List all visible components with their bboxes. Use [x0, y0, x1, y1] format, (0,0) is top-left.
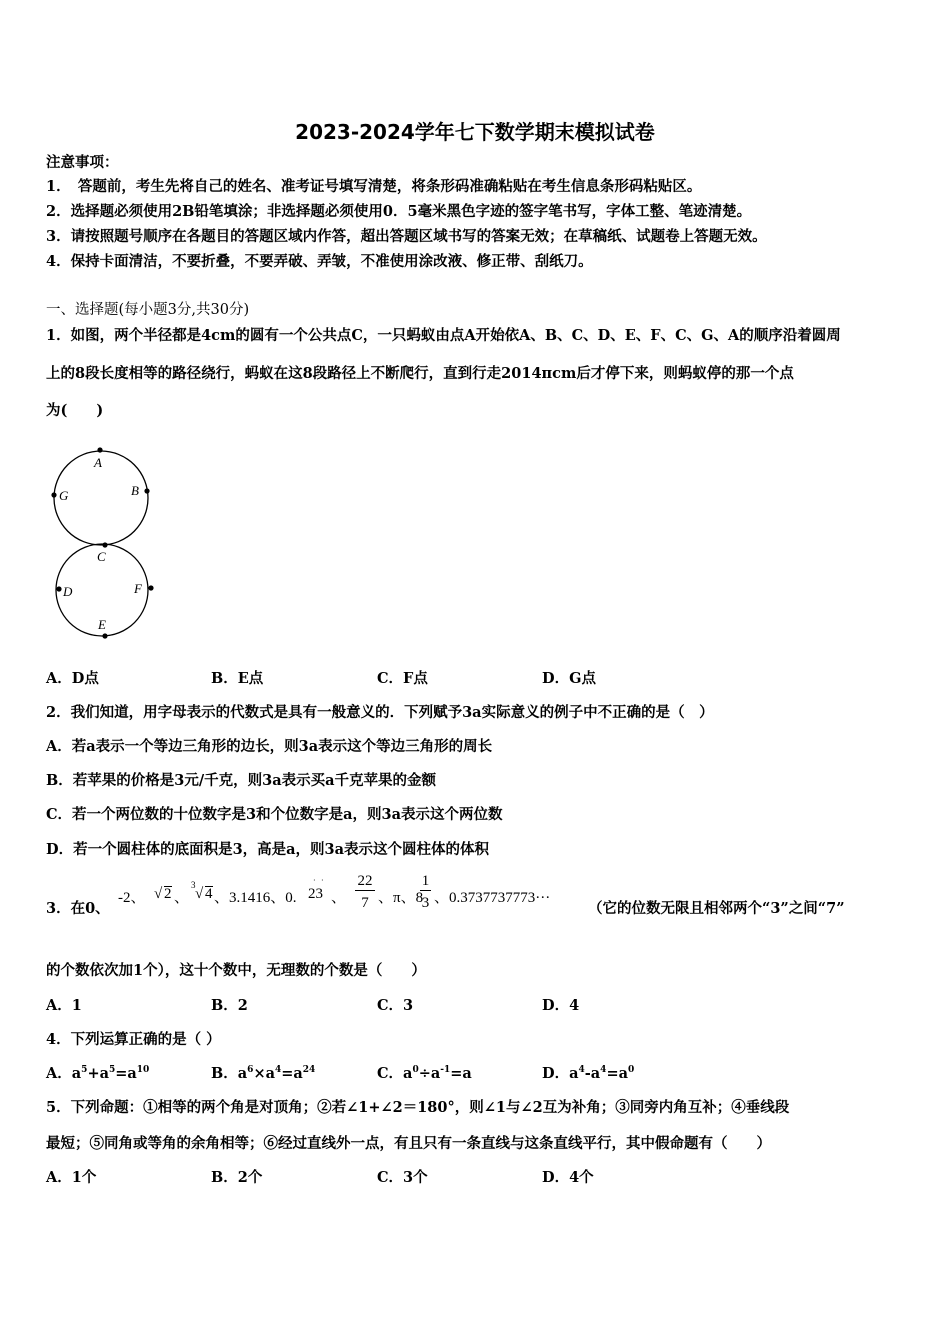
q3-cuberoot-index: 3 — [191, 880, 196, 890]
q5-option-b: B．2个 — [211, 1169, 263, 1186]
q3-stem-line2: 的个数依次加1个），这十个数中，无理数的个数是（ ） — [46, 962, 426, 979]
point-label-c: C — [97, 549, 106, 564]
q3-infinite-decimal: 、0.3737737773··· — [434, 890, 551, 906]
q5-option-d: D．4个 — [542, 1169, 594, 1186]
sqrt-symbol: √ — [195, 886, 204, 902]
q1-two-circles-figure — [44, 440, 164, 650]
point-label-g: G — [59, 488, 69, 503]
q2-option-c: C．若一个两位数的十位数字是3和个位数字是a，则3a表示这个两位数 — [46, 806, 503, 823]
q2-option-a: A．若a表示一个等边三角形的边长，则3a表示这个等边三角形的周长 — [46, 738, 493, 755]
q1-stem-line1: 1．如图，两个半径都是4cm的圆有一个公共点C，一只蚂蚁由点A开始依A、B、C、D、E、F、C、G、A的顺序沿着圆周 — [46, 327, 841, 344]
q3-cuberoot-radicand: 4 — [205, 886, 213, 902]
q5-stem-line1: 5．下列命题：①相等的两个角是对顶角；②若∠1+∠2＝180°，则∠1与∠2互为补角；③同旁内角互补；④垂线段 — [46, 1099, 790, 1116]
q3-num-neg2: -2、 — [118, 890, 146, 906]
q4-option-b: B．$a^6\times a^4=a^{24}$ — [211, 1065, 316, 1082]
q1-stem-line2: 上的8段长度相等的路径绕行，蚂蚁在这8段路径上不断爬行，直到行走2014πcm后才停下来，则蚂蚁停的那一个点 — [46, 365, 794, 382]
q3-fraction-numerator: 22 — [355, 872, 375, 891]
q1-option-a: A．D点 — [46, 670, 99, 687]
notice-item: 1． 答题前，考生先将自己的姓名、准考证号填写清楚，将条形码准确粘贴在考生信息条形码粘贴区。 — [46, 178, 702, 195]
q4-option-c: C．$a^0\div a^{-1}=a$ — [377, 1065, 472, 1082]
separator: 、 — [174, 890, 190, 906]
point-label-a: A — [94, 455, 102, 470]
notice-item: 2．选择题必须使用2B铅笔填涂；非选择题必须使用0．5毫米黑色字迹的签字笔书写，字体工整、笔迹清楚。 — [46, 203, 752, 220]
q3-fraction-denominator: 7 — [361, 895, 369, 911]
q3-option-a: A．1 — [46, 997, 82, 1014]
q1-option-c: C．F点 — [377, 670, 428, 687]
q4-option-d: D．$a^4-a^4=a^0$ — [542, 1065, 635, 1082]
q3-mixed-numerator: 1 — [421, 873, 430, 889]
repeat-dot: · — [313, 876, 316, 885]
q2-option-b: B．若苹果的价格是3元/千克，则3a表示买a千克苹果的金额 — [46, 772, 437, 789]
q3-suffix: （它的位数无限且相邻两个“3”之间“7” — [588, 900, 845, 917]
q1-stem-line3: 为( ) — [46, 402, 104, 419]
q1-option-b: B．E点 — [211, 670, 264, 687]
q3-pi-mixed: 、π、8 — [378, 890, 424, 906]
q3-option-b: B．2 — [211, 997, 248, 1014]
q3-option-c: C．3 — [377, 997, 414, 1014]
repeat-dot: · — [321, 876, 324, 885]
q3-option-d: D．4 — [542, 997, 580, 1014]
q4-stem: 4．下列运算正确的是（ ） — [46, 1031, 221, 1048]
q5-stem-line2: 最短；⑤同角或等角的余角相等；⑥经过直线外一点，有且只有一条直线与这条直线平行，其中假命题有（ ） — [46, 1135, 771, 1152]
point-label-b: B — [131, 483, 139, 498]
notice-item: 3．请按照题号顺序在各题目的答题区域内作答，超出答题区域书写的答案无效；在草稿纸、试题卷上答题无效。 — [46, 228, 767, 245]
notice-heading: 注意事项： — [46, 154, 119, 171]
point-label-e: E — [98, 617, 106, 632]
q2-option-d: D．若一个圆柱体的底面积是3，高是a，则3a表示这个圆柱体的体积 — [46, 841, 490, 858]
q3-decimals: 、3.1416、0. — [214, 890, 297, 906]
q3-mixed-denominator: 3 — [421, 895, 430, 911]
section-heading: 一、选择题(每小题3分,共30分) — [46, 302, 250, 318]
sqrt-symbol: √ — [154, 886, 163, 902]
q2-stem: 2．我们知道，用字母表示的代数式是具有一般意义的．下列赋予3a实际意义的例子中不正确的是（ ） — [46, 704, 714, 721]
separator: 、 — [331, 890, 347, 906]
q3-prefix: 3．在0、 — [46, 900, 110, 917]
q3-repeating-decimal: 23 — [308, 886, 323, 902]
q1-option-d: D．G点 — [542, 670, 596, 687]
q5-option-c: C．3个 — [377, 1169, 428, 1186]
notice-item: 4．保持卡面清洁，不要折叠，不要弄破、弄皱，不准使用涂改液、修正带、刮纸刀。 — [46, 253, 593, 270]
point-label-d: D — [63, 584, 73, 599]
q5-option-a: A．1个 — [46, 1169, 97, 1186]
q4-option-a: A．$a^5+a^5=a^{10}$ — [46, 1065, 150, 1082]
point-label-f: F — [134, 581, 142, 596]
q3-sqrt2: 2 — [164, 886, 172, 902]
page-title: 2023-2024学年七下数学期末模拟试卷 — [295, 120, 655, 144]
q3-number-list — [118, 872, 588, 922]
